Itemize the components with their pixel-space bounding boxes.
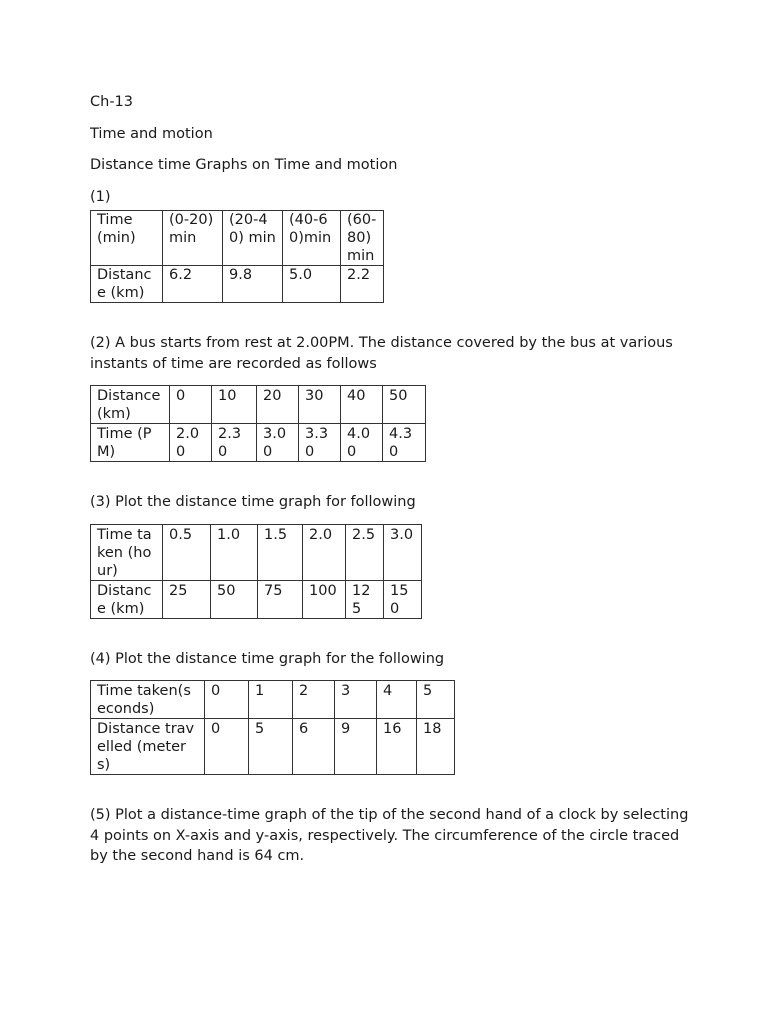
table-cell: Distance (km) — [91, 266, 163, 303]
table-cell: Distance travelled (meters) — [91, 719, 205, 775]
table-cell: (20-40) min — [223, 211, 283, 266]
chapter-label: Ch-13 — [90, 94, 133, 110]
table-cell: 9 — [335, 719, 377, 775]
table-cell: (40-60)min — [283, 211, 341, 266]
table-cell: 0 — [205, 681, 249, 719]
question-5-text: (5) Plot a distance-time graph of the tip of the second hand of a clock by selecting 4 points on X-axis and y-axis, respectively. The circumference of the circle traced by the second hand is 64 cm. — [90, 807, 689, 864]
table-cell: 9.8 — [223, 266, 283, 303]
question-2-table — [90, 385, 426, 462]
table-cell: Time taken(seconds) — [91, 681, 205, 719]
table-cell: 30 — [299, 386, 341, 424]
table-cell: 2.30 — [212, 424, 257, 462]
table-cell: Distance (km) — [91, 580, 163, 618]
table-row — [91, 681, 455, 719]
table-row — [91, 266, 384, 303]
table-cell: 18 — [417, 719, 455, 775]
table-cell: 4.00 — [341, 424, 383, 462]
table-cell: Distance (km) — [91, 386, 170, 424]
table-row — [91, 580, 422, 618]
table-cell: 1 — [249, 681, 293, 719]
table-cell: 2 — [293, 681, 335, 719]
table-cell: 0 — [170, 386, 212, 424]
table-cell: 0.5 — [163, 524, 211, 580]
question-4-text: (4) Plot the distance time graph for the following — [90, 650, 445, 667]
table-cell: 20 — [257, 386, 299, 424]
table-cell: 75 — [258, 580, 303, 618]
table-row — [91, 386, 426, 424]
table-cell: 4.30 — [383, 424, 426, 462]
table-cell: 5 — [249, 719, 293, 775]
table-cell: 2.2 — [341, 266, 384, 303]
table-cell: (0-20) min — [163, 211, 223, 266]
table-cell: Time taken (hour) — [91, 524, 163, 580]
table-cell: 3 — [335, 681, 377, 719]
table-cell: 1.5 — [258, 524, 303, 580]
table-cell: 50 — [383, 386, 426, 424]
table-cell: 4 — [377, 681, 417, 719]
table-cell: 5 — [417, 681, 455, 719]
table-cell: Time (min) — [91, 211, 163, 266]
table-cell: 6 — [293, 719, 335, 775]
section-heading: Distance time Graphs on Time and motion — [90, 157, 398, 173]
table-cell: 40 — [341, 386, 383, 424]
table-cell: 25 — [163, 580, 211, 618]
question-4-table — [90, 680, 455, 775]
table-cell: 150 — [384, 580, 422, 618]
topic-title: Time and motion — [90, 125, 213, 142]
table-cell: 2.5 — [346, 524, 384, 580]
question-1-table — [90, 210, 384, 303]
table-cell: 2.0 — [303, 524, 346, 580]
question-1-label: (1) — [90, 188, 111, 205]
table-cell: (60-80) min — [341, 211, 384, 266]
table-cell: Time (PM) — [91, 424, 170, 462]
question-3-text: (3) Plot the distance time graph for following — [90, 494, 416, 510]
table-cell: 3.30 — [299, 424, 341, 462]
table-row — [91, 424, 426, 462]
table-cell: 50 — [211, 580, 258, 618]
table-cell: 2.00 — [170, 424, 212, 462]
table-cell: 6.2 — [163, 266, 223, 303]
table-row — [91, 211, 384, 266]
question-2-text: (2) A bus starts from rest at 2.00PM. The distance covered by the bus at various instants of time are recorded as follows — [90, 335, 673, 372]
table-cell: 1.0 — [211, 524, 258, 580]
table-cell: 3.0 — [384, 524, 422, 580]
table-row — [91, 524, 422, 580]
table-cell: 16 — [377, 719, 417, 775]
table-cell: 5.0 — [283, 266, 341, 303]
table-row — [91, 719, 455, 775]
table-cell: 125 — [346, 580, 384, 618]
document-page — [90, 92, 690, 878]
table-cell: 3.00 — [257, 424, 299, 462]
question-3-table — [90, 524, 422, 619]
table-cell: 100 — [303, 580, 346, 618]
table-cell: 10 — [212, 386, 257, 424]
table-cell: 0 — [205, 719, 249, 775]
